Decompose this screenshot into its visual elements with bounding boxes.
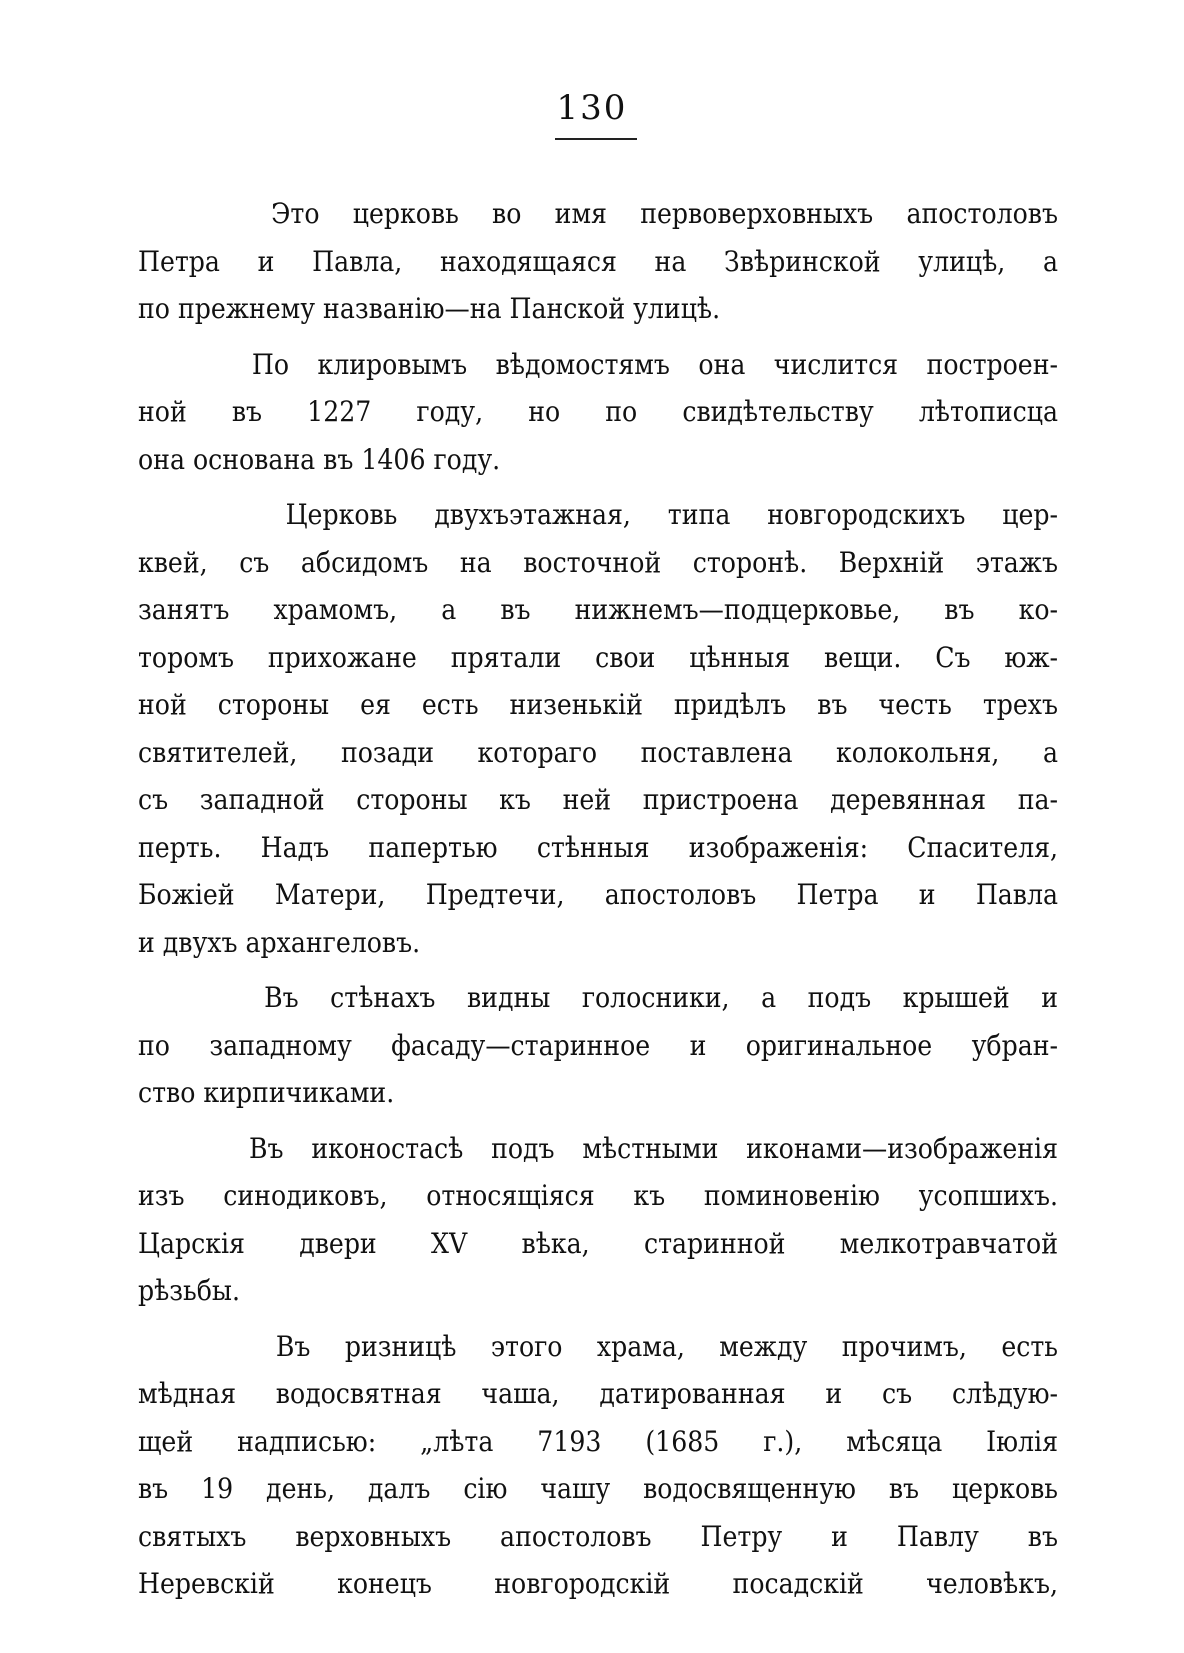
text-line: святителей, позади котораго поставлена колокольня, а [138, 735, 1058, 769]
text-line: По клировымъ вѣдомостямъ она числится построен- [138, 347, 1058, 381]
text-line: Божіей Матери, Предтечи, апостоловъ Петра и Павла [138, 878, 1058, 911]
paragraph [138, 1323, 1058, 1608]
text-line: рѣзьбы. [138, 1274, 240, 1307]
paragraph [138, 341, 1058, 484]
paragraph [138, 1125, 1058, 1315]
text-line: торомъ прихожане прятали свои цѣнныя вещи. Съ юж- [138, 640, 1058, 674]
text-line: квей, съ абсидомъ на восточной сторонѣ. Верхній этажъ [138, 545, 1058, 579]
text-line: Царскія двери XV вѣка, старинной мелкотравчатой [138, 1226, 1058, 1260]
text-line: Неревскій конецъ новгородскій посадскій человѣкъ, [138, 1567, 1058, 1600]
text-line: Церковь двухъэтажная, типа новгородскихъ цер- [138, 498, 1058, 531]
paragraph [138, 974, 1058, 1117]
text-line: ство кирпичиками. [138, 1076, 395, 1109]
paragraph [138, 190, 1058, 333]
text-line: и двухъ архангеловъ. [138, 925, 421, 959]
text-line: Въ стѣнахъ видны голосники, а подъ крышей и [138, 981, 1058, 1014]
text-line: щей надписью: „лѣта 7193 (1685 г.), мѣсяца Іюлія [138, 1424, 1058, 1458]
text-line: Въ иконостасѣ подъ мѣстными иконами—изображенія [138, 1131, 1058, 1165]
text-line: изъ синодиковъ, относящіяся къ поминовенію усопшихъ. [138, 1179, 1058, 1212]
text-line: мѣдная водосвятная чаша, датированная и съ слѣдую- [138, 1377, 1058, 1410]
text-line: по западному фасаду—старинное и оригинальное убран- [138, 1028, 1058, 1062]
paragraph [138, 491, 1058, 966]
text-line: въ 19 день, далъ сію чашу водосвященную въ церковь [138, 1472, 1058, 1505]
page-number-underline [555, 138, 637, 140]
text-line: ной въ 1227 году, но по свидѣтельству лѣтописца [138, 395, 1058, 428]
body-text [138, 190, 1058, 1608]
text-line: Петра и Павла, находящаяся на Звѣринской улицѣ, а [138, 244, 1058, 278]
text-line: занятъ храмомъ, а въ нижнемъ—подцерковье, въ ко- [138, 593, 1058, 626]
text-line: Въ ризницѣ этого храма, между прочимъ, есть [138, 1329, 1058, 1363]
text-line: съ западной стороны къ ней пристроена деревянная па- [138, 783, 1058, 816]
text-line: перть. Надъ папертью стѣнныя изображенія: Спасителя, [138, 830, 1058, 864]
page-number: 130 [556, 88, 628, 128]
text-line: святыхъ верховныхъ апостоловъ Петру и Павлу въ [138, 1519, 1058, 1553]
text-line: ной стороны ея есть низенькій придѣлъ въ честь трехъ [138, 688, 1058, 721]
text-line: по прежнему названію—на Панской улицѣ. [138, 292, 721, 325]
text-line: Это церковь во имя первоверховныхъ апостоловъ [138, 197, 1058, 230]
text-line: она основана въ 1406 году. [138, 442, 501, 476]
